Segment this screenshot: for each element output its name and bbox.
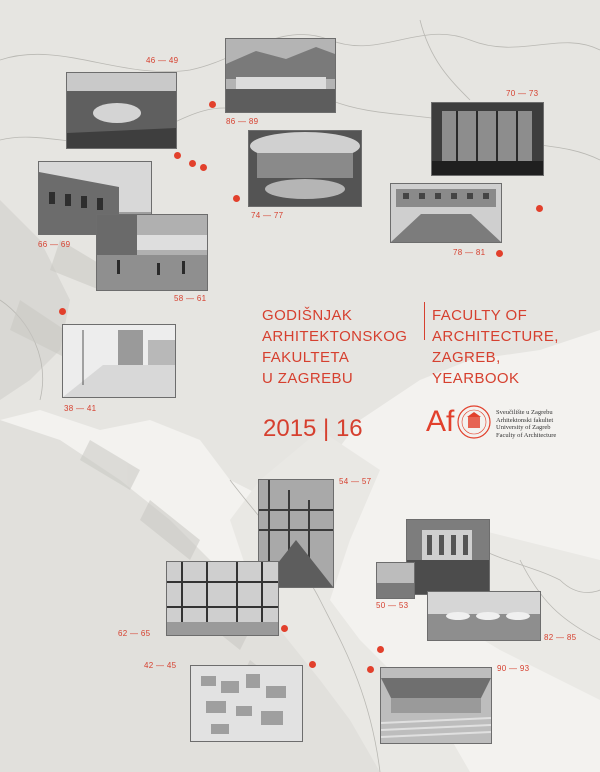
location-marker [377, 646, 384, 653]
institution-line: Arhitektonski fakultet [496, 416, 554, 424]
location-marker [281, 625, 288, 632]
title-line: YEARBOOK [432, 370, 520, 387]
faculty-logo: Af [426, 405, 455, 438]
title-croatian [262, 305, 407, 389]
page-range-label: 66 — 69 [38, 240, 71, 249]
location-marker [59, 308, 66, 315]
page-range-label: 78 — 81 [453, 248, 486, 257]
page-range-label: 74 — 77 [251, 211, 284, 220]
title-line: ARCHITECTURE, [432, 328, 559, 345]
title-line: FAKULTETA [262, 349, 350, 366]
page-range-label: 54 — 57 [339, 477, 372, 486]
page-range-label: 38 — 41 [64, 404, 97, 413]
photo-aerial-city-model [190, 665, 303, 742]
institution-line: University of Zagreb [496, 424, 551, 431]
university-seal-icon [457, 405, 491, 439]
institution-line: Sveučilište u Zagrebu [496, 409, 553, 416]
page-range-label: 58 — 61 [174, 294, 207, 303]
photo-building-trees [406, 519, 490, 595]
page-range-label: 62 — 65 [118, 629, 151, 638]
title-line: GODIŠNJAK [262, 307, 353, 324]
location-marker [200, 164, 207, 171]
title-divider [424, 302, 425, 340]
location-marker [189, 160, 196, 167]
page-range-label: 82 — 85 [544, 633, 577, 642]
photo-stadium-interior [380, 667, 492, 744]
title-line: ZAGREB, [432, 349, 501, 366]
title-line: ARHITEKTONSKOG [262, 328, 408, 345]
title-english [432, 305, 559, 389]
title-line: FACULTY OF [432, 307, 528, 324]
page-range-label: 70 — 73 [506, 89, 539, 98]
location-marker [496, 250, 503, 257]
location-marker [309, 661, 316, 668]
location-marker [209, 101, 216, 108]
location-marker [536, 205, 543, 212]
photo-industrial-hall [431, 102, 544, 176]
page-range-label: 90 — 93 [497, 664, 530, 673]
photo-coastal-field [376, 562, 415, 599]
photo-courtyard-model [390, 183, 502, 243]
institution-line: Faculty of Architecture [496, 431, 557, 439]
page-range-label: 86 — 89 [226, 117, 259, 126]
institution-name [496, 409, 556, 439]
photo-mountain-building [225, 38, 336, 113]
photo-urban-square [62, 324, 176, 398]
location-marker [174, 152, 181, 159]
location-marker [233, 195, 240, 202]
photo-pavilion-meadow [427, 591, 541, 641]
photo-steel-frame-interior [166, 561, 279, 636]
photo-dome-interior [248, 130, 362, 207]
title-line: U ZAGREBU [262, 370, 354, 387]
location-marker [367, 666, 374, 673]
page-range-label: 46 — 49 [146, 56, 179, 65]
page-range-label: 50 — 53 [376, 601, 409, 610]
photo-lake-landscape [66, 72, 177, 149]
academic-year: 2015 | 16 [263, 415, 363, 442]
page-range-label: 42 — 45 [144, 661, 177, 670]
photo-walkway-people [96, 214, 208, 291]
